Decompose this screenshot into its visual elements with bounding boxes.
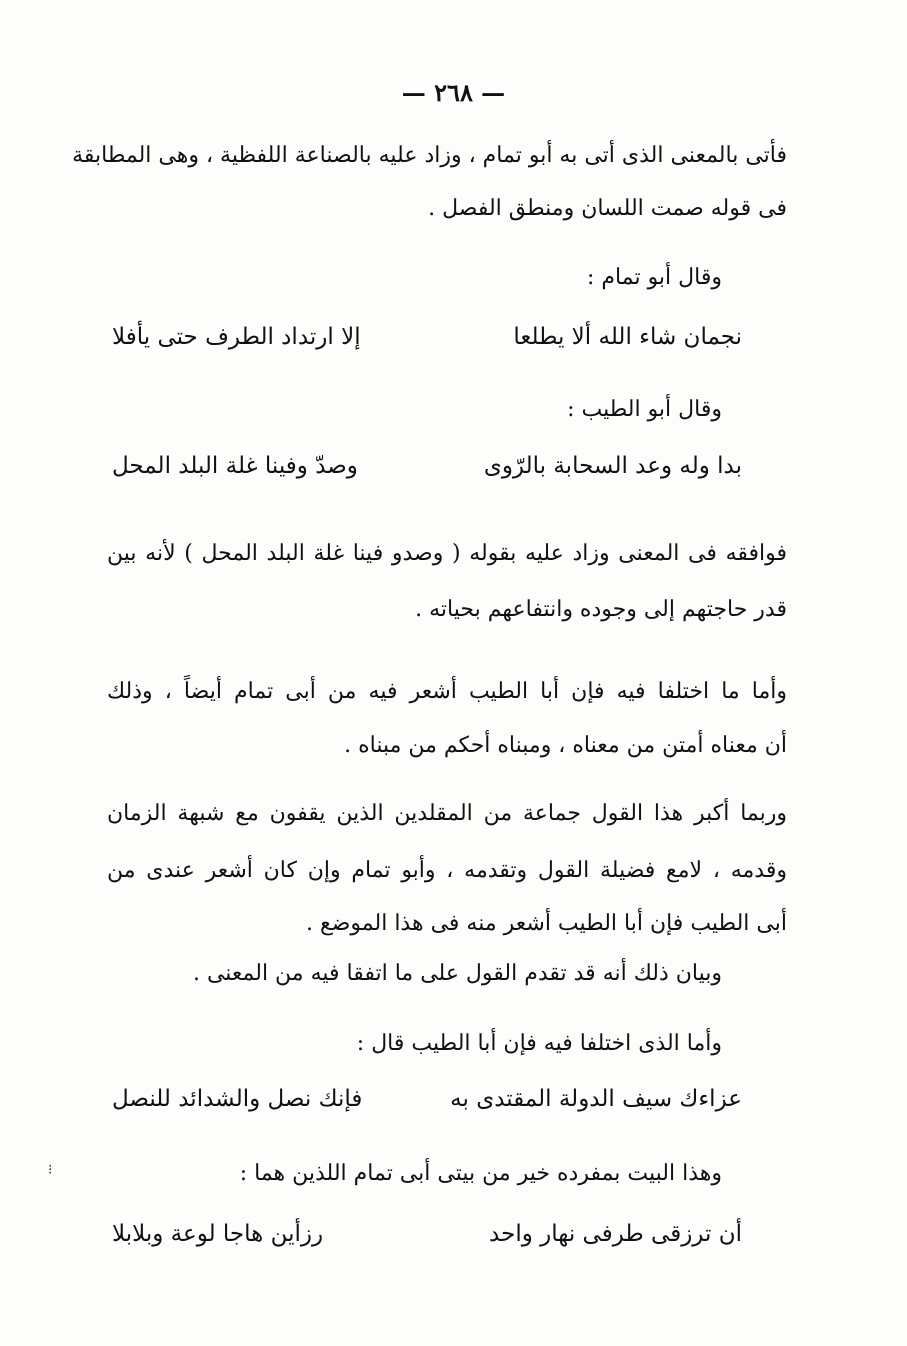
paragraph-4-line-1: وربما أكبر هذا القول جماعة من المقلدين الذين يقفون مع شبهة الزمان xyxy=(107,801,787,826)
verse-2-first-hemistich: بدا وله وعد السحابة بالرّوى xyxy=(483,453,742,479)
verse-4 xyxy=(112,1220,742,1250)
verse-2 xyxy=(112,452,742,482)
paragraph-1-line-1: فأتى بالمعنى الذى أتى به أبو تمام ، وزاد عليه بالصناعة اللفظية ، وهى المطابقة xyxy=(72,143,787,168)
heading-abu-tammam: وقال أبو تمام : xyxy=(587,265,722,290)
page-number: — ٢٦٨ — xyxy=(401,78,506,107)
verse-3-second-hemistich: فإنك نصل والشدائد للنصل xyxy=(112,1086,363,1112)
verse-3 xyxy=(112,1085,742,1115)
verse-3-first-hemistich: عزاءك سيف الدولة المقتدى به xyxy=(450,1086,742,1112)
verse-4-second-hemistich: رزأين هاجا لوعة وبلابلا xyxy=(112,1221,324,1247)
paragraph-3-line-1: وأما ما اختلفا فيه فإن أبا الطيب أشعر فيه من أبى تمام أيضاً ، وذلك xyxy=(107,679,787,704)
heading-abu-al-tayyib: وقال أبو الطيب : xyxy=(567,397,722,422)
verse-1-second-hemistich: إلا ارتداد الطرف حتى يأفلا xyxy=(112,324,361,350)
paragraph-1-line-2: فى قوله صمت اللسان ومنطق الفصل . xyxy=(428,196,787,221)
verse-1 xyxy=(112,323,742,353)
verse-1-first-hemistich: نجمان شاء الله ألا يطلعا xyxy=(513,324,742,350)
heading-disagreement: وأما الذى اختلفا فيه فإن أبا الطيب قال : xyxy=(356,1031,722,1056)
verse-2-second-hemistich: وصدّ وفينا غلة البلد المحل xyxy=(112,453,358,479)
verse-4-first-hemistich: أن ترزقى طرفى نهار واحد xyxy=(489,1221,742,1247)
paragraph-3-line-2: أن معناه أمتن من معناه ، ومبناه أحكم من مبناه . xyxy=(344,733,787,758)
paragraph-2-line-1: فوافقه فى المعنى وزاد عليه بقوله ( وصدو فينا غلة البلد المحل ) لأنه بين xyxy=(107,541,787,566)
paragraph-5: وهذا البيت بمفرده خير من بيتى أبى تمام اللذين هما : xyxy=(239,1161,722,1186)
paragraph-4-line-4: وبيان ذلك أنه قد تقدم القول على ما اتفقا فيه من المعنى . xyxy=(192,961,722,986)
paragraph-4-line-2: وقدمه ، لامع فضيلة القول وتقدمه ، وأبو تمام وإن كان أشعر عندى من xyxy=(107,858,787,883)
paragraph-2-line-2: قدر حاجتهم إلى وجوده وانتفاعهم بحياته . xyxy=(415,597,787,622)
margin-mark: ⁝ xyxy=(48,1162,53,1178)
paragraph-4-line-3: أبى الطيب فإن أبا الطيب أشعر منه فى هذا الموضع . xyxy=(306,911,787,936)
